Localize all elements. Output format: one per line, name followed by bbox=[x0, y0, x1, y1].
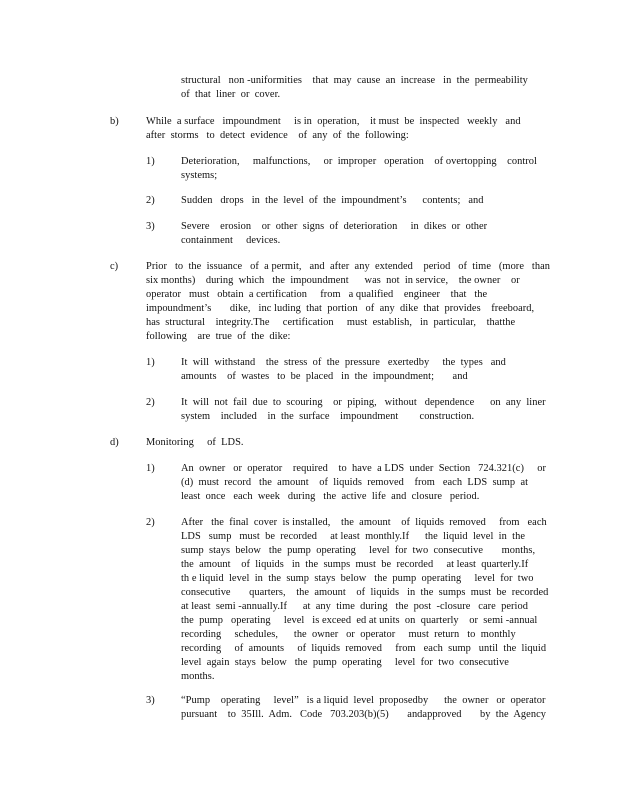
section-b-item-1-line: systems; bbox=[181, 170, 218, 181]
section-c-text-line: operator must obtain a certification from a qualified engineer that the bbox=[146, 289, 488, 300]
section-d-item-3-line: “Pump operating level” is a liquid level proposedby the owner or operator bbox=[181, 695, 546, 706]
section-b-item-1-marker: 1) bbox=[146, 156, 155, 167]
section-d-item-2-line: recording of amounts of liquids removed from each sump until the liquid bbox=[181, 643, 547, 654]
section-d-heading: Monitoring of LDS. bbox=[146, 437, 244, 448]
section-c-text-line: Prior to the issuance of a permit, and after any extended period of time (more than bbox=[146, 261, 551, 272]
section-b-marker: b) bbox=[110, 116, 119, 127]
section-d-item-3-line: pursuant to 35Ill. Adm. Code 703.203(b)(5) andapproved by the Agency bbox=[181, 709, 546, 720]
section-d-item-2-line: the amount of liquids in the sumps must be recorded at least quarterly.If bbox=[181, 559, 529, 570]
section-d-item-2-line: months. bbox=[181, 671, 215, 682]
section-c-item-1-line: amounts of wastes to be placed in the impoundment; and bbox=[181, 371, 468, 382]
section-b-text-line: While a surface impoundment is in operation, it must be inspected weekly and bbox=[146, 116, 521, 127]
section-d-item-2-line: After the final cover is installed, the amount of liquids removed from each bbox=[181, 517, 547, 528]
section-d-item-1-line: least once each week during the active life and closure period. bbox=[181, 491, 480, 502]
section-d-marker: d) bbox=[110, 437, 119, 448]
section-c-text-line: six months) during which the impoundment was not in service, the owner or bbox=[146, 275, 520, 286]
section-d-item-3-marker: 3) bbox=[146, 695, 155, 706]
section-d-item-2-line: at least semi -annually.If at any time during the post -closure care period bbox=[181, 601, 528, 612]
section-b-item-1-line: Deterioration, malfunctions, or improper operation of overtopping control bbox=[181, 156, 537, 167]
section-c-text-line: has structural integrity.The certification must establish, in particular, thatthe bbox=[146, 317, 516, 328]
continued-text-line: of that liner or cover. bbox=[181, 89, 281, 100]
section-d-item-2-line: sump stays below the pump operating level for two consecutive months, bbox=[181, 545, 536, 556]
section-c-text-line: impoundment’s dike, inc luding that portion of any dike that provides freeboard, bbox=[146, 303, 535, 314]
section-b-item-3-line: Severe erosion or other signs of deterioration in dikes or other bbox=[181, 221, 488, 232]
section-c-item-1-line: It will withstand the stress of the pressure exertedby the types and bbox=[181, 357, 506, 368]
section-c-item-2-line: It will not fail due to scouring or piping, without dependence on any liner bbox=[181, 397, 546, 408]
section-c-marker: c) bbox=[110, 261, 119, 272]
section-d-item-2-line: th e liquid level in the sump stays below the pump operating level for two bbox=[181, 573, 534, 584]
section-d-item-1-line: An owner or operator required to have a LDS under Section 724.321(c) or bbox=[181, 463, 546, 474]
section-d-item-2-line: recording schedules, the owner or operator must return to monthly bbox=[181, 629, 516, 640]
section-d-item-2-marker: 2) bbox=[146, 517, 155, 528]
section-b-item-2-marker: 2) bbox=[146, 195, 155, 206]
section-d-item-2-line: the pump operating level is exceed ed at units on quarterly or semi -annual bbox=[181, 615, 538, 626]
section-c-item-2-line: system included in the surface impoundment construction. bbox=[181, 411, 475, 422]
section-b-item-2-line: Sudden drops in the level of the impoundment’s contents; and bbox=[181, 195, 484, 206]
section-c-item-2-marker: 2) bbox=[146, 397, 155, 408]
section-d-item-2-line: LDS sump must be recorded at least monthly.If the liquid level in the bbox=[181, 531, 526, 542]
section-c-text-line: following are true of the dike: bbox=[146, 331, 291, 342]
section-c-item-1-marker: 1) bbox=[146, 357, 155, 368]
section-b-item-3-line: containment devices. bbox=[181, 235, 281, 246]
section-b-text-line: after storms to detect evidence of any of the following: bbox=[146, 130, 409, 141]
section-d-item-1-marker: 1) bbox=[146, 463, 155, 474]
section-b-item-3-marker: 3) bbox=[146, 221, 155, 232]
section-d-item-2-line: consecutive quarters, the amount of liquids in the sumps must be recorded bbox=[181, 587, 549, 598]
section-d-item-1-line: (d) must record the amount of liquids removed from each LDS sump at bbox=[181, 477, 529, 488]
continued-text-line: structural non -uniformities that may cause an increase in the permeability bbox=[181, 75, 528, 86]
section-d-item-2-line: level again stays below the pump operating level for two consecutive bbox=[181, 657, 509, 668]
